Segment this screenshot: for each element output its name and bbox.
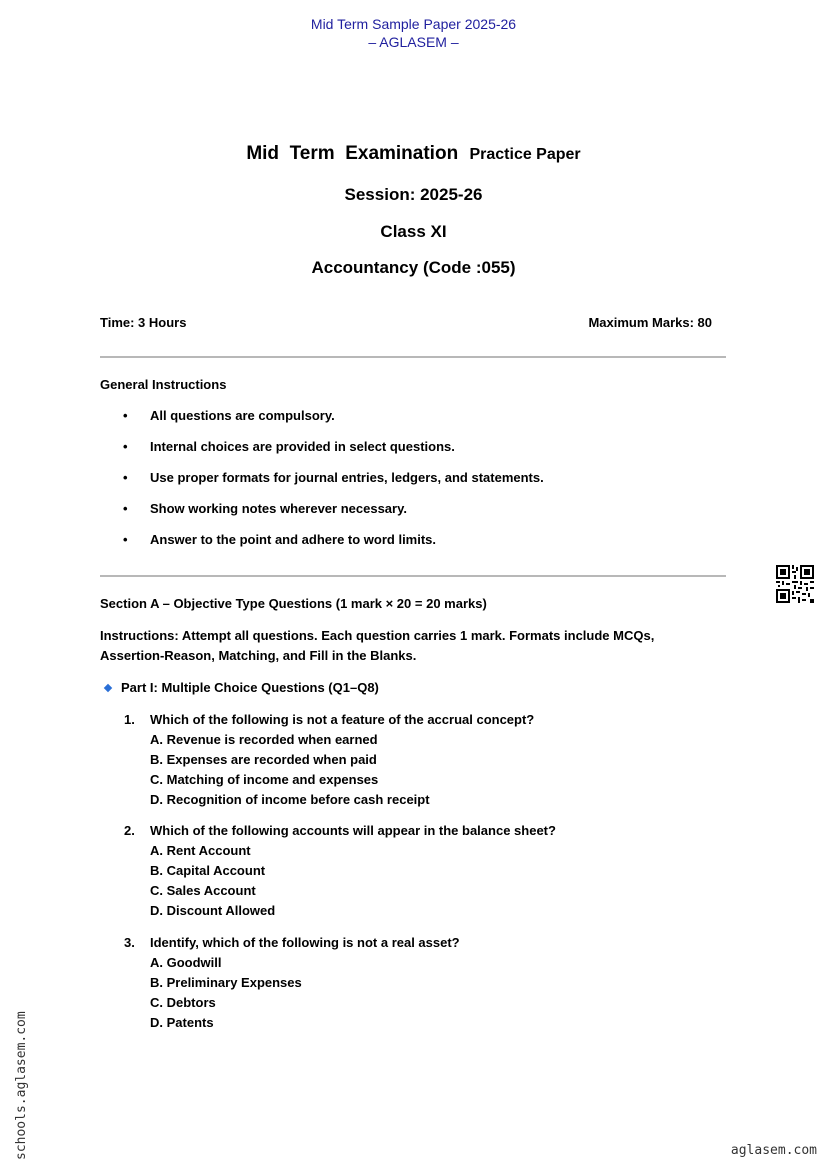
max-marks-label: Maximum Marks: 80 (588, 315, 712, 330)
list-item (120, 470, 544, 501)
list-item (120, 532, 544, 563)
option: C. Sales Account (150, 883, 256, 898)
general-instructions-list (120, 408, 544, 563)
instruction-text: Use proper formats for journal entries, ledgers, and statements. (150, 470, 544, 485)
options-list (150, 732, 430, 812)
exam-title-main: Mid Term Examination (246, 143, 459, 164)
footer-watermark: aglasem.com (730, 1143, 817, 1158)
option: C. Matching of income and expenses (150, 772, 379, 787)
question-text: Which of the following is not a feature of the accrual concept? (150, 712, 535, 727)
option: D. Patents (150, 1015, 214, 1030)
side-watermark: schools.aglasem.com (14, 1011, 29, 1160)
class-label: Class XI (380, 222, 447, 241)
divider (100, 575, 726, 577)
exam-title (0, 143, 827, 165)
option: A. Goodwill (150, 955, 222, 970)
option: B. Preliminary Expenses (150, 975, 302, 990)
header-line-2: – AGLASEM – (368, 34, 459, 50)
option: A. Rent Account (150, 843, 251, 858)
time-label: Time: 3 Hours (100, 315, 187, 330)
option: B. Expenses are recorded when paid (150, 752, 377, 767)
question-text: Which of the following accounts will appear in the balance sheet? (150, 823, 556, 838)
instruction-text: All questions are compulsory. (150, 408, 335, 423)
instruction-text: Internal choices are provided in select questions. (150, 439, 455, 454)
question-number: 3. (124, 935, 135, 950)
part-1-heading (105, 680, 379, 695)
section-a-title: Section A – Objective Type Questions (1 mark × 20 = 20 marks) (100, 596, 487, 611)
options-list (150, 843, 275, 923)
exam-title-sub: Practice Paper (469, 146, 581, 163)
diamond-bullet-icon (104, 684, 112, 692)
bullet-icon: • (123, 408, 128, 423)
question-number: 2. (124, 823, 135, 838)
general-instructions-title: General Instructions (100, 377, 227, 392)
question-number: 1. (124, 712, 135, 727)
instruction-text: Answer to the point and adhere to word limits. (150, 532, 437, 547)
list-item (120, 408, 544, 439)
option: C. Debtors (150, 995, 216, 1010)
option: A. Revenue is recorded when earned (150, 732, 378, 747)
bullet-icon: • (123, 439, 128, 454)
subject-label: Accountancy (Code :055) (311, 258, 516, 277)
session-label: Session: 2025-26 (344, 185, 483, 204)
question-text: Identify, which of the following is not a real asset? (150, 935, 460, 950)
list-item (120, 501, 544, 532)
option: D. Recognition of income before cash receipt (150, 792, 430, 807)
list-item (120, 439, 544, 470)
option: B. Capital Account (150, 863, 266, 878)
bullet-icon: • (123, 470, 128, 485)
options-list (150, 955, 302, 1035)
header-line-1: Mid Term Sample Paper 2025-26 (310, 16, 517, 32)
instruction-text: Show working notes wherever necessary. (150, 501, 407, 516)
section-a-instructions: Instructions: Attempt all questions. Each question carries 1 mark. Formats include MCQs, Assertion-Reason, Matching, and Fill in the Blanks. (100, 628, 655, 663)
divider (100, 356, 726, 358)
bullet-icon: • (123, 532, 128, 547)
option: D. Discount Allowed (150, 903, 276, 918)
bullet-icon: • (123, 501, 128, 516)
qr-code-icon (776, 565, 814, 603)
part-1-title: Part I: Multiple Choice Questions (Q1–Q8) (121, 680, 379, 695)
